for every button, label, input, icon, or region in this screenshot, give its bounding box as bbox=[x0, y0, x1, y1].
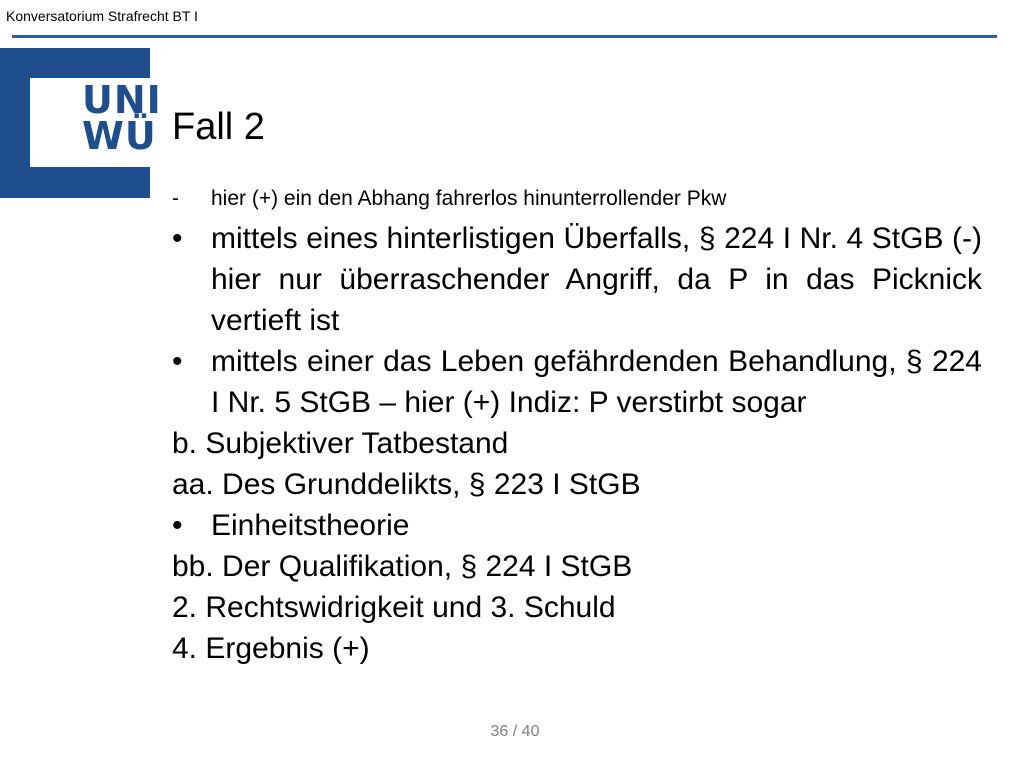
list-item-text: b. Subjektiver Tatbestand bbox=[172, 427, 509, 460]
bullet-marker: • bbox=[172, 222, 183, 255]
list-item-text: Einheitstheorie bbox=[211, 509, 410, 542]
list-item bbox=[172, 182, 982, 216]
bullet-marker: • bbox=[172, 509, 183, 542]
list-item-text: 2. Rechtswidrigkeit und 3. Schuld bbox=[172, 591, 616, 624]
list-item-text: 4. Ergebnis (+) bbox=[172, 632, 370, 665]
list-item bbox=[172, 587, 982, 628]
page-number: 36 / 40 bbox=[490, 723, 540, 740]
header-divider bbox=[12, 35, 997, 38]
dash-marker: - bbox=[172, 187, 179, 210]
logo-wordmark bbox=[82, 78, 162, 158]
list-item bbox=[172, 464, 982, 505]
logo-wordmark-line2: WÜ bbox=[82, 114, 157, 158]
list-item bbox=[172, 628, 982, 669]
list-item-text: mittels einer das Leben gefährdenden Behandlung, § 224 I Nr. 5 StGB – hier (+) Indiz: P verstirbt sogar bbox=[211, 345, 982, 419]
header-course-title: Konversatorium Strafrecht BT I bbox=[6, 8, 198, 24]
bullet-marker: • bbox=[172, 345, 183, 378]
list-item bbox=[172, 423, 982, 464]
list-item bbox=[172, 505, 982, 546]
list-item-text: mittels eines hinterlistigen Überfalls, § 224 I Nr. 4 StGB (-) hier nur überraschender Angriff, da P in das Picknick vertieft ist bbox=[211, 222, 982, 337]
list-item bbox=[172, 546, 982, 587]
list-item-text: bb. Der Qualifikation, § 224 I StGB bbox=[172, 550, 633, 583]
slide-title: Fall 2 bbox=[172, 106, 265, 148]
list-item bbox=[172, 341, 982, 423]
logo-wordmark-line1: UNI bbox=[82, 78, 162, 122]
list-item-text: hier (+) ein den Abhang fahrerlos hinunterrollender Pkw bbox=[211, 187, 727, 210]
slide-content bbox=[172, 182, 982, 669]
list-item-text: aa. Des Grunddelikts, § 223 I StGB bbox=[172, 468, 641, 501]
list-item bbox=[172, 218, 982, 341]
